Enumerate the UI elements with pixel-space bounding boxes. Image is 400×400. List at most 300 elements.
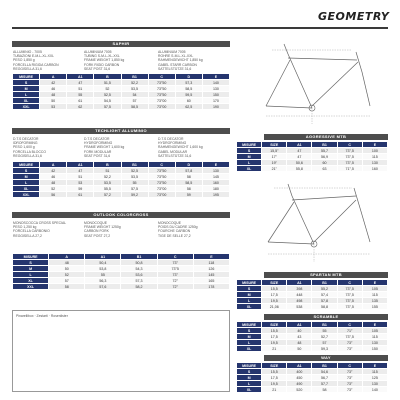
geometry-table-saphir	[12, 73, 230, 110]
table-cell: 47	[287, 154, 312, 160]
geometry-table-scramble	[236, 321, 388, 352]
table-cell: 195	[202, 192, 229, 198]
table-cell: 57,8	[175, 168, 202, 174]
table-cell: 105	[362, 286, 387, 292]
table-cell: 21	[262, 387, 287, 393]
spec-line: IDROFORMING	[13, 141, 38, 146]
table-header-cell: C	[337, 322, 362, 328]
table-cell: 17"	[262, 154, 287, 160]
table-cell: 17,5	[262, 334, 287, 340]
table-cell: 19,5	[262, 381, 287, 387]
table-cell: 150	[362, 346, 387, 352]
table-cell: 54	[121, 92, 148, 98]
table-header-cell: A1	[67, 74, 94, 80]
table-cell: 498	[287, 298, 312, 304]
table-cell: 105	[362, 328, 387, 334]
size-cell: L	[13, 272, 49, 278]
spec-line: PESO 1,600 g	[13, 145, 35, 150]
spec-line: FORCELLA BLOCCO	[13, 149, 46, 154]
table-cell: 118	[193, 260, 229, 266]
table-cell: 140	[362, 387, 387, 393]
spec-line: FORCELLA CARBONIO	[13, 229, 50, 234]
table-cell: 52	[94, 86, 121, 92]
table-cell: 57,5	[94, 104, 121, 110]
frame-seat-stay	[266, 60, 290, 106]
table-cell: 51	[67, 86, 94, 92]
table-cell: 130	[202, 168, 229, 174]
table-cell: 52,7	[312, 334, 337, 340]
table-header-cell: E	[362, 142, 387, 148]
table-cell: 55,8	[287, 166, 312, 172]
spec-line: FRAME WEIGHT 1,850 kg	[84, 58, 125, 63]
table-cell: 73°50	[148, 174, 175, 180]
size-cell: S	[237, 328, 262, 334]
table-cell: 73°,5	[337, 334, 362, 340]
spec-saphir-de	[158, 50, 203, 71]
table-header-cell: MISURE	[237, 363, 262, 369]
table-cell: 46	[40, 86, 67, 92]
spec-outlook-de	[158, 221, 198, 238]
table-cell: 73°	[337, 346, 362, 352]
size-cell: S	[237, 369, 262, 375]
frame-fork	[362, 72, 370, 106]
table-cell: 155	[362, 304, 387, 310]
spec-tech-de	[158, 137, 203, 158]
size-cell: XXL	[13, 104, 40, 110]
frame-head-tube	[356, 52, 362, 72]
table-cell: 115	[362, 369, 387, 375]
size-cell: M	[237, 334, 262, 340]
table-cell: 73°00	[148, 186, 175, 192]
table-cell: 56,9	[312, 154, 337, 160]
size-cell: S	[237, 148, 262, 154]
frame-fork	[360, 208, 370, 242]
notes-box	[12, 310, 230, 392]
table-header-cell: SIZE	[262, 322, 287, 328]
table-cell: 42	[40, 168, 67, 174]
table-row	[13, 284, 230, 290]
size-cell: L	[237, 340, 262, 346]
size-cell: L	[13, 180, 40, 186]
table-cell: 19,5	[262, 340, 287, 346]
size-cell: S	[237, 286, 262, 292]
table-header-cell: B	[94, 74, 121, 80]
table-header-cell: E	[202, 74, 229, 80]
table-header-cell: A	[40, 162, 67, 168]
frame-seat-tube	[288, 54, 312, 108]
spec-line: SATTELSTÜTZE 31,6	[158, 153, 192, 158]
table-cell: 58	[49, 284, 85, 290]
geometry-table-way	[236, 362, 388, 393]
size-cell: M	[237, 154, 262, 160]
table-cell: 58,5	[121, 104, 148, 110]
table-cell: 180	[202, 186, 229, 192]
table-row	[237, 166, 388, 172]
table-cell: 115	[362, 154, 387, 160]
table-cell: 170	[202, 98, 229, 104]
size-cell: M	[237, 375, 262, 381]
table-cell: 50,6	[287, 160, 312, 166]
table-cell: 73°,5	[337, 304, 362, 310]
spec-saphir-en	[84, 50, 124, 71]
size-cell: L	[237, 381, 262, 387]
table-header-cell: E	[202, 162, 229, 168]
table-cell: 59,2	[121, 192, 148, 198]
spec-line: RAHMENGEWICHT 1,600 kg	[158, 145, 203, 150]
frame-seatpost	[288, 184, 292, 196]
spec-line: TUBING S-M-L-XL-XXL	[84, 54, 120, 59]
table-cell: 50,4	[85, 260, 121, 266]
table-cell: 145	[193, 272, 229, 278]
spec-line: SATTELSTÜTZE 31,6	[158, 66, 192, 71]
table-header-cell: MISURE	[237, 142, 262, 148]
table-header-cell: A1	[67, 162, 94, 168]
table-cell: 73°	[337, 375, 362, 381]
spec-line: HYDROFORMING	[84, 141, 113, 146]
table-cell: 48	[287, 340, 312, 346]
table-header-cell: SIZE	[262, 280, 287, 286]
frame-chain-stay	[268, 242, 314, 244]
spec-line: ALUMINIUM 7005	[84, 50, 112, 54]
frame-diagram-top	[252, 36, 392, 132]
table-cell: 43	[287, 334, 312, 340]
table-cell: 15,5	[262, 328, 287, 334]
section-bar-spartan: SPARTAN MTB	[264, 272, 388, 278]
table-cell: 72°	[157, 284, 193, 290]
table-cell: 115	[362, 292, 387, 298]
table-cell: 52,2	[121, 80, 148, 86]
spec-line: FRAME WEIGHT 1250g	[84, 225, 121, 230]
table-cell: 56,7	[312, 375, 337, 381]
table-header-cell: B1	[312, 363, 337, 369]
table-header-cell: A1	[287, 363, 312, 369]
table-header-cell: A1	[85, 254, 121, 260]
table-cell: 130	[362, 340, 387, 346]
frame-seat-tube	[292, 196, 314, 244]
spec-line: ALUMINIUM 7005	[158, 50, 186, 54]
spec-line: FOURCHE CARBON	[158, 229, 191, 234]
table-cell: 54,5	[94, 98, 121, 104]
table-cell: 42	[40, 80, 67, 86]
spec-line: ALLUMINIO - 7005	[13, 50, 42, 54]
spec-tech-it	[13, 137, 46, 158]
spec-line: SEAT POST 31,6	[84, 66, 111, 71]
spec-line: PESO 1,850 g	[13, 58, 35, 63]
table-cell: 53,5	[94, 180, 121, 186]
table-cell: 140	[202, 80, 229, 86]
table-header-cell: A1	[287, 280, 312, 286]
frame-seatpost	[284, 44, 288, 54]
table-cell: 73°,5	[337, 298, 362, 304]
size-cell: S	[13, 260, 49, 266]
table-cell: 130	[362, 381, 387, 387]
size-cell: XL	[237, 166, 262, 172]
table-cell: 58,8	[312, 304, 337, 310]
table-cell: 21	[262, 346, 287, 352]
table-cell: 160	[202, 180, 229, 186]
table-cell: 57,8	[312, 298, 337, 304]
table-cell: 53,6	[121, 272, 157, 278]
table-header-cell: A1	[287, 142, 312, 148]
table-cell: 55,2	[312, 286, 337, 292]
table-cell: 55	[312, 328, 337, 334]
size-cell: S	[13, 168, 40, 174]
spec-line: FRAME WEIGHT 1,600 kg	[84, 145, 125, 150]
frame-top-tube	[288, 58, 357, 60]
geometry-table-spartan	[236, 279, 388, 310]
table-cell: 73°50	[148, 80, 175, 86]
table-cell: 73°,5	[337, 148, 362, 154]
table-cell: 490	[287, 381, 312, 387]
table-cell: 178	[193, 284, 229, 290]
size-cell: XL	[13, 98, 40, 104]
table-cell: 73°	[157, 260, 193, 266]
spec-line: TUBAZIONI E-M-L-XL-XXL	[13, 54, 55, 59]
table-cell: 73°50	[148, 86, 175, 92]
table-cell: 48	[49, 260, 85, 266]
spec-line: FORK MODULAR	[84, 149, 112, 154]
table-cell: 71°	[337, 328, 362, 334]
spec-line: PESO 1,250 kg	[13, 225, 37, 230]
table-cell: 57,3	[121, 278, 157, 284]
table-header-cell: B1	[312, 142, 337, 148]
table-cell: 58	[175, 174, 202, 180]
table-cell: 52,5	[94, 92, 121, 98]
size-cell: XXL	[13, 284, 49, 290]
spec-line: SEAT POST 27,2	[84, 233, 111, 238]
table-cell: 19,5	[262, 298, 287, 304]
table-cell: 53,5	[121, 86, 148, 92]
table-cell: 55	[67, 92, 94, 98]
size-cell: M	[13, 174, 40, 180]
table-cell: 54,6	[312, 369, 337, 375]
table-cell: 53,8	[85, 266, 121, 272]
table-cell: 125	[362, 375, 387, 381]
table-cell: 19"	[262, 160, 287, 166]
geometry-table-outlook	[12, 253, 230, 290]
table-header-cell: MISURE	[237, 322, 262, 328]
spec-saphir-it	[13, 50, 59, 71]
table-cell: 15,5	[262, 369, 287, 375]
size-cell: XXL	[13, 192, 40, 198]
table-header-cell: B1	[312, 322, 337, 328]
table-header-cell: C	[148, 162, 175, 168]
table-cell: 73°50	[148, 92, 175, 98]
table-row	[13, 104, 230, 110]
table-cell: 58	[175, 186, 202, 192]
table-cell: 59	[67, 186, 94, 192]
section-bar-outlook: OUTLOOK COLORCROSS	[12, 212, 230, 218]
spec-line: REGGISELLA 27,2	[13, 233, 42, 238]
table-cell: 60	[175, 98, 202, 104]
table-header-cell: SIZE	[262, 363, 287, 369]
spec-line: FORK RIGID CARBON	[84, 62, 120, 67]
frame-head-tube	[354, 188, 360, 208]
table-cell: 50,8	[121, 260, 157, 266]
section-bar-scramble: SCRAMBLE	[264, 314, 388, 320]
size-cell: L	[13, 92, 40, 98]
spec-line: FORCELLA RIGIDA CARBON	[13, 62, 59, 67]
table-cell: 73°	[337, 387, 362, 393]
table-header-cell: C	[337, 280, 362, 286]
table-header-cell: A1	[287, 322, 312, 328]
size-cell: XL	[237, 346, 262, 352]
table-cell: 21"	[262, 166, 287, 172]
table-header-cell: SIZE	[262, 142, 287, 148]
table-cell: 55	[85, 272, 121, 278]
spec-outlook-en	[84, 221, 121, 238]
geometry-table-techlight	[12, 161, 230, 198]
frame-down-tube	[314, 200, 356, 242]
size-cell: XL	[237, 304, 262, 310]
size-cell: M	[237, 292, 262, 298]
table-header-cell: D	[175, 74, 202, 80]
table-cell: 73°,5	[337, 286, 362, 292]
table-cell: 50	[49, 266, 85, 272]
table-cell: 62,5	[175, 104, 202, 110]
table-header-cell: C	[337, 363, 362, 369]
table-cell: 398	[287, 286, 312, 292]
spec-line: RAHMENGEWICHT 1,850 kg	[158, 58, 203, 63]
spec-tech-en	[84, 137, 124, 158]
table-cell: 53	[67, 180, 94, 186]
table-cell: 450	[287, 375, 312, 381]
table-cell: 17,5	[262, 292, 287, 298]
table-row	[237, 346, 388, 352]
table-header-cell: B	[94, 162, 121, 168]
table-cell: 400	[287, 369, 312, 375]
table-cell: 46	[40, 174, 67, 180]
table-cell: 47	[67, 168, 94, 174]
table-cell: 59,5	[175, 92, 202, 98]
table-cell: 15,5	[262, 286, 287, 292]
table-header-cell: D	[175, 162, 202, 168]
table-cell: 47	[67, 80, 94, 86]
header-rule	[12, 27, 388, 29]
spec-line: D.T.S DECATOR	[158, 137, 184, 141]
table-cell: 57,6	[85, 284, 121, 290]
size-cell: L	[237, 298, 262, 304]
table-cell: 538	[287, 304, 312, 310]
frame-top-tube	[292, 196, 356, 200]
frame-chain-stay	[266, 106, 312, 108]
table-cell: 72°	[157, 278, 193, 284]
table-cell: 53	[40, 104, 67, 110]
notes-text: Pinarellibox · Zestarti · Rosenlister	[16, 314, 68, 318]
table-cell: 130	[362, 160, 387, 166]
size-cell: XL	[237, 387, 262, 393]
table-cell: 73°00	[148, 104, 175, 110]
table-cell: 61	[67, 98, 94, 104]
section-bar-way: WAY	[264, 355, 388, 361]
table-cell: 57	[121, 98, 148, 104]
table-cell: 62	[67, 104, 94, 110]
spec-line: D.T.S DECATOR	[13, 137, 39, 141]
table-cell: 57	[312, 340, 337, 346]
table-cell: 55	[121, 180, 148, 186]
table-cell: 58	[312, 387, 337, 393]
frame-seat-stay	[268, 202, 294, 242]
table-cell: 73°,5	[337, 292, 362, 298]
table-cell: 73°50	[148, 168, 175, 174]
table-cell: 50	[287, 346, 312, 352]
table-cell: 57	[49, 278, 85, 284]
table-cell: 73°	[337, 340, 362, 346]
table-cell: 73°00	[148, 192, 175, 198]
table-cell: 135	[362, 298, 387, 304]
table-header-cell: MISURE	[13, 254, 49, 260]
table-cell: 190	[202, 104, 229, 110]
table-header-cell: MISURE	[13, 162, 40, 168]
spec-line: TIGE DE SELLE 27,2	[158, 233, 191, 238]
table-cell: 115	[362, 334, 387, 340]
spec-line: REGGISELLA 31,6	[13, 66, 42, 71]
table-cell: 48	[40, 92, 67, 98]
size-cell: M	[13, 86, 40, 92]
table-cell: 145	[202, 174, 229, 180]
table-cell: 59,3	[312, 346, 337, 352]
table-header-cell: A	[40, 74, 67, 80]
table-cell: 51	[67, 174, 94, 180]
table-header-cell: E	[362, 363, 387, 369]
table-header-cell: C	[157, 254, 193, 260]
size-cell: S	[13, 80, 40, 86]
table-cell: 15,5"	[262, 148, 287, 154]
table-cell: 165	[193, 278, 229, 284]
spec-line: GABEL STARR CARBON	[158, 62, 197, 67]
table-header-cell: E	[193, 254, 229, 260]
table-cell: 52,2	[94, 174, 121, 180]
table-cell: 59	[175, 192, 202, 198]
table-header-cell: C	[337, 142, 362, 148]
table-cell: 71°,5	[337, 166, 362, 172]
table-cell: 52	[40, 186, 67, 192]
table-header-cell: E	[362, 322, 387, 328]
table-cell: 58,5	[175, 180, 202, 186]
table-cell: 52	[49, 272, 85, 278]
frame-diagram-middle	[252, 178, 392, 268]
table-cell: 73°50	[148, 180, 175, 186]
table-cell: 448	[287, 292, 312, 298]
table-cell: 58,2	[121, 284, 157, 290]
table-header-cell: B1	[121, 74, 148, 80]
table-header-cell: MISURE	[13, 74, 40, 80]
table-cell: 100	[362, 148, 387, 154]
section-bar-saphir: SAPHIR	[12, 41, 230, 47]
table-cell: 58,5	[175, 86, 202, 92]
size-cell: XL	[13, 186, 40, 192]
table-cell: 17,5	[262, 375, 287, 381]
table-cell: 60	[312, 160, 337, 166]
table-cell: 57,4	[312, 292, 337, 298]
table-cell: 520	[287, 387, 312, 393]
geometry-table-aggressive	[236, 141, 388, 172]
table-header-cell: C	[148, 74, 175, 80]
page-title: GEOMETRY	[318, 10, 390, 23]
spec-line: D.T.S DECATOR	[84, 137, 110, 141]
section-bar-techlight: TECHLIGHT ALLUMINIO	[12, 128, 230, 134]
table-cell: 56,3	[85, 278, 121, 284]
table-cell: 57,2	[94, 192, 121, 198]
table-cell: 57,7	[312, 381, 337, 387]
table-cell: 52,5	[121, 168, 148, 174]
table-cell: 47	[287, 148, 312, 154]
table-cell: 160	[362, 166, 387, 172]
table-cell: 48	[40, 180, 67, 186]
table-cell: 55,5	[94, 186, 121, 192]
table-cell: 53,5	[121, 174, 148, 180]
spec-line: GABEL MODULAR	[158, 149, 188, 154]
